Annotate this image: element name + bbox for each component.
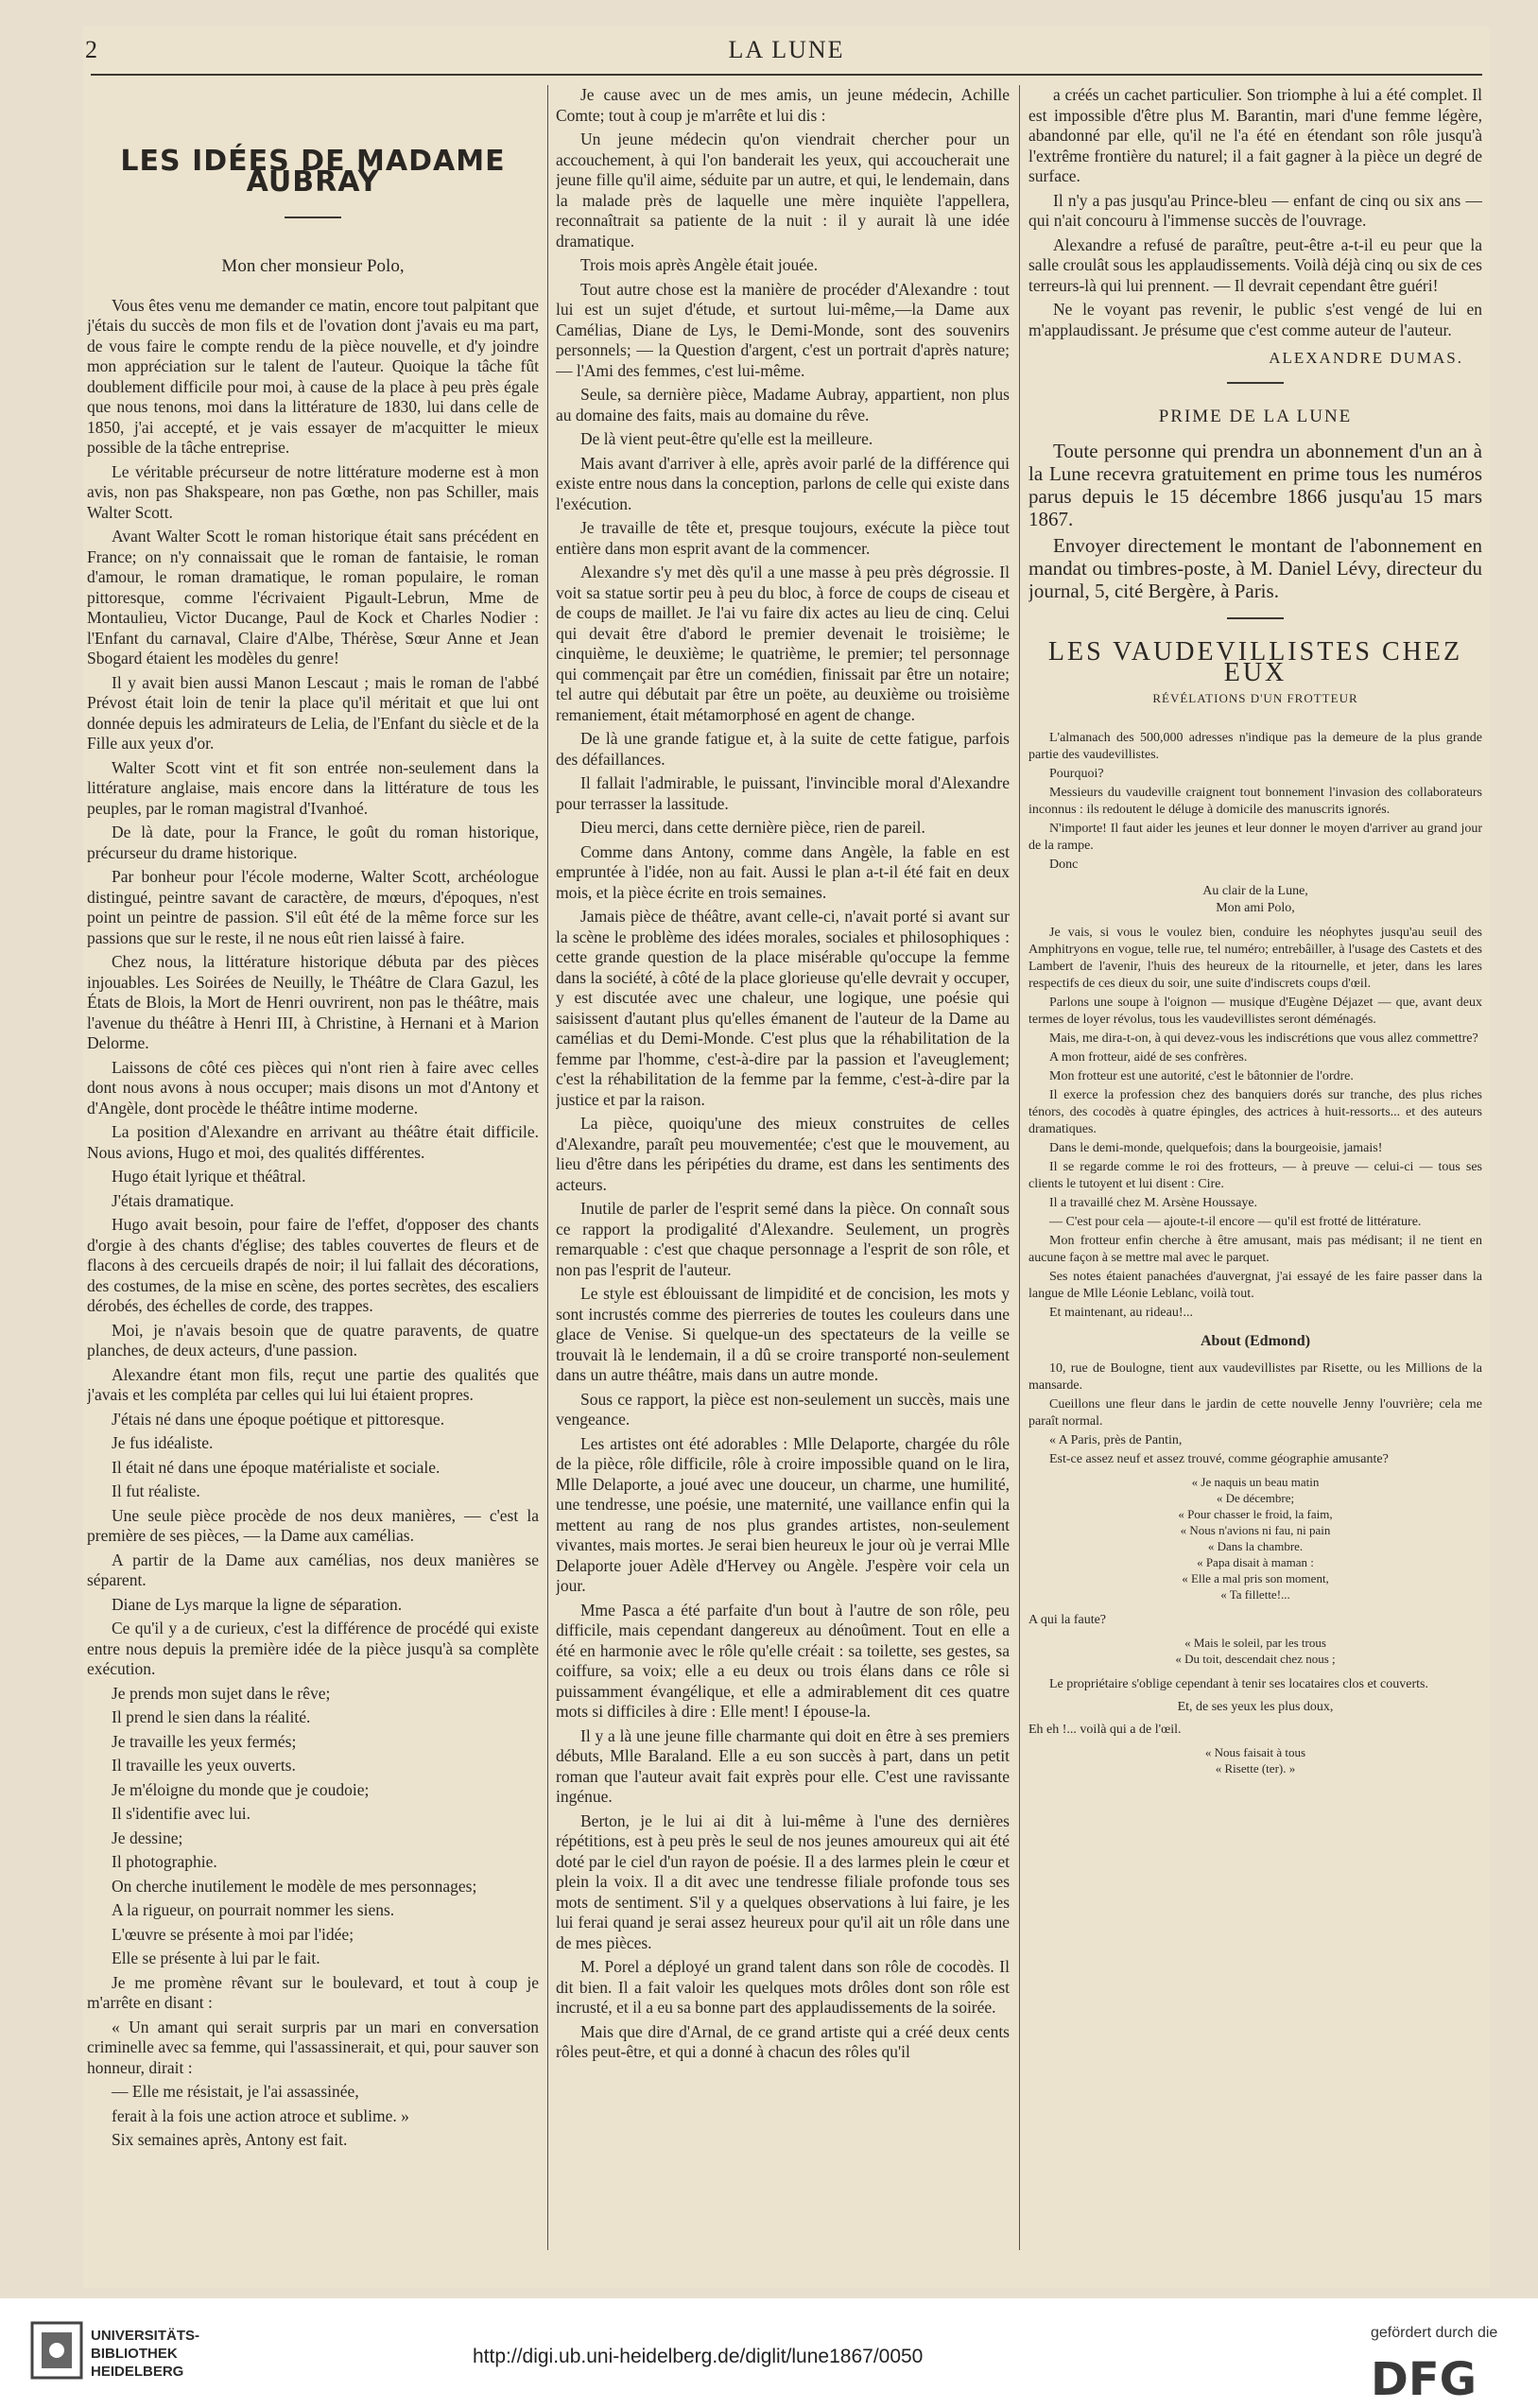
letter-paragraph: Mon frotteur enfin cherche à être amusant, mais pas médisant; il ne tient en aucune façon à se mettre mal avec le parquet. — [1028, 1233, 1482, 1265]
journal-title: LA LUNE — [728, 36, 845, 63]
paragraph: A partir de la Dame aux camélias, nos deux manières se séparent. — [87, 1550, 539, 1589]
poem-line: « Je naquis un beau matin — [1191, 1475, 1320, 1489]
paragraph-after: Le propriétaire s'oblige cependant à tenir ses locataires clos et couverts. — [1049, 1677, 1428, 1691]
column-divider-2 — [1019, 85, 1020, 2250]
poem-line: « Du toit, descendait chez nous ; — [1175, 1652, 1336, 1666]
about-paragraph: Est-ce assez neuf et assez trouvé, comme géographie amusante? — [1049, 1452, 1389, 1466]
funded-by-label: gefördert durch die — [1371, 2325, 1498, 2341]
paragraph: Hugo avait besoin, pour faire de l'effet, d'opposer des chants d'orgie à des chants d'église; des tables couvertes de fleurs et de flacons à des cercueils drapés de noir; il lui fallait des décorations, des costumes, de la mise en scène, des portes secrètes, des escaliers dérobés, des échelles de corde, des trappes. — [87, 1215, 539, 1315]
signature: ALEXANDRE DUMAS. — [1269, 349, 1463, 367]
university-label-line-1: UNIVERSITÄTS- — [91, 2328, 200, 2344]
poem-3 — [1028, 1744, 1482, 1776]
paragraph: Par bonheur pour l'école moderne, Walter Scott, archéologue distingué, peintre savant de caractère, de mœurs, d'époques, n'est point un peintre de passion. S'il eût été de la même force sur les passions que sur le reste, il ne nous eût rien laissé à faire. — [87, 867, 539, 947]
paragraph: J'étais dramatique. — [112, 1190, 234, 1210]
letter-header — [1028, 883, 1482, 917]
intro-paragraph: Donc — [1049, 857, 1079, 872]
university-label-line-2: BIBLIOTHEK — [91, 2346, 178, 2362]
paragraph: Mais avant d'arriver à elle, après avoir parlé de la différence qui existe entre nous dans la conception, parlons de celle qui existe dans l'exécution. — [556, 453, 1010, 513]
paragraph: Laissons de côté ces pièces qui n'ont rien à faire avec celles dont nous avons à nous occuper; mais disons un mot d'Antony et d'Angèle, dont procède le théâtre intime moderne. — [87, 1057, 539, 1117]
poem-line: « Nous n'avions ni fau, ni pain — [1180, 1523, 1331, 1537]
paragraph: Je dessine; — [112, 1828, 183, 1847]
salutation: Mon cher monsieur Polo, — [221, 256, 405, 276]
poem-line: « Elle a mal pris son moment, — [1182, 1571, 1329, 1585]
paragraph: Une seule pièce procède de nos deux manières, — c'est la première de ses pièces, — la Dame aux camélias. — [87, 1505, 539, 1545]
paragraph: Moi, je n'avais besoin que de quatre paravents, de quatre planches, de deux acteurs, d'une passion. — [87, 1320, 539, 1360]
paragraph: Il s'identifie avec lui. — [112, 1804, 251, 1823]
letter-paragraph: Dans le demi-monde, quelquefois; dans la bourgeoisie, jamais! — [1049, 1140, 1383, 1155]
article-title: LES IDÉES DE MADAME AUBRAY — [120, 145, 506, 199]
paragraph: Ne le voyant pas revenir, le public s'est vengé de lui en m'applaudissant. Je présume que c'est comme auteur de l'auteur. — [1028, 300, 1482, 339]
paragraph: Il photographie. — [112, 1852, 217, 1871]
vaudeville-intro — [1028, 730, 1482, 874]
paragraph: Vous êtes venu me demander ce matin, encore tout palpitant que j'étais du succès de mon fils et de l'ovation dont j'avais eu ma part, de vous faire le compte rendu de la pièce nouvelle, et d'y joindre mon appréciation sur le talent de l'auteur. Quoique la tâche fût doublement difficile pour moi, à cause de la place à peu près égale que nous tenons, moi dans la littérature de 1830, lui dans celle de 1850, j'ai accepté, et je vais essayer de m'acquitter le mieux possible de la tâche entreprise. — [87, 295, 539, 457]
paragraph: A la rigueur, on pourrait nommer les siens. — [112, 1900, 395, 1919]
paragraph: De là vient peut-être qu'elle est la meilleure. — [580, 429, 873, 448]
paragraph: De là date, pour la France, le goût du roman historique, précurseur du drame historique. — [87, 823, 539, 862]
paragraph: Il n'y a pas jusqu'au Prince-bleu — enfant de cinq ou six ans — qui n'ait concouru à l'immense succès de l'ouvrage. — [1028, 190, 1482, 230]
letter-paragraph: Et maintenant, au rideau!... — [1049, 1305, 1193, 1320]
paragraph: Les artistes ont été adorables : Mlle Delaporte, chargée du rôle de la pièce, rôle difficile, rôle à croire impossible quand on le lira, Mlle Delaporte, a joué avec une douceur, un charme, une humilité, une tendresse, une poésie, une maternité, une vaillance enfin qui la mettent au rang de nos plus grandes artistes, non-seulement vivantes, mais mortes. Je serai bien heureux le jour où je verrai Mlle Delaporte jouer Adèle d'Hervey ou Angèle. J'espère voir cela un jour. — [556, 1433, 1010, 1595]
paragraph: Il était né dans une époque matérialiste et sociale. — [112, 1457, 441, 1477]
paragraph: Six semaines après, Antony est fait. — [112, 2130, 348, 2149]
paragraph: Il travaille les yeux ouverts. — [112, 1756, 296, 1775]
paragraph: Walter Scott vint et fit son entrée non-seulement dans la littérature anglaise, mais encore dans la littérature de tous les peuples, par le roman magistral d'Ivanhoé. — [87, 757, 539, 818]
prime-body — [1028, 440, 1482, 602]
letter-paragraph: Mais, me dira-t-on, à qui devez-vous les indiscrétions que vous allez commettre? — [1049, 1031, 1478, 1046]
paragraph: Tout autre chose est la manière de procéder d'Alexandre : tout lui est un sujet d'étude, et surtout lui-même,—la Dame aux Camélias, Diane de Lys, le Demi-Monde, sont des souvenirs personnels; — la Question d'argent, c'est un portrait d'après nature; — l'Ami des femmes, c'est lui-même. — [556, 279, 1010, 380]
prime-title: PRIME DE LA LUNE — [1158, 406, 1353, 426]
poem-line: « Mais le soleil, par les trous — [1184, 1636, 1326, 1650]
question-line: A qui la faute? — [1028, 1613, 1107, 1627]
paragraph: Comme dans Antony, comme dans Angèle, la fable en est empruntée à l'idée, non au fait. Aussi le plan a-t-il été fait en deux mois, et la pièce écrite en trois semaines. — [556, 841, 1010, 902]
verse-line-2: Eh eh !... voilà qui a de l'œil. — [1028, 1723, 1182, 1737]
letter-header-line: Mon ami Polo, — [1216, 900, 1295, 915]
paragraph: M. Porel a déployé un grand talent dans son rôle de cocodès. Il dit bien. Il a fait valoir les quelques mots drôles dont son rôle est incrusté, et il a eu sa bonne part des applaudissements de la soirée. — [556, 1957, 1010, 2017]
section-rule — [1227, 382, 1284, 384]
paragraph: Il y avait bien aussi Manon Lescaut ; mais le roman de l'abbé Prévost était loin de tenir la place qu'il méritait et que lui ont donnée depuis les admirateurs de Lelia, de l'Enfant du siècle et de la Fille aux yeux d'or. — [87, 672, 539, 753]
paragraph: Je prends mon sujet dans le rêve; — [112, 1683, 331, 1703]
about-paragraph: 10, rue de Boulogne, tient aux vaudevillistes par Risette, ou les Millions de la mansarde. — [1028, 1361, 1482, 1393]
paragraph: Je m'éloigne du monde que je coudoie; — [112, 1779, 370, 1799]
poem-line: « Risette (ter). » — [1215, 1761, 1296, 1776]
poem-line: « Dans la chambre. — [1207, 1539, 1304, 1553]
paragraph: Il prend le sien dans la réalité. — [112, 1707, 311, 1726]
poem-2 — [1028, 1635, 1482, 1667]
vaudeville-letter — [1028, 925, 1482, 1322]
paragraph: Chez nous, la littérature historique débuta par des pièces injouables. Les Soirées de Neuilly, le Théâtre de Clara Gazul, les États de Blois, la Mort de Henri ouvrirent, non pas le théâtre, mais l'avenue du théâtre à Henri III, à Christine, à Hernani et à Marion Delorme. — [87, 952, 539, 1052]
paragraph: Un jeune médecin qu'on viendrait chercher pour un accouchement, à qui l'on banderait les yeux, qui accoucherait une jeune fille qu'il aime, séduite par un autre, et qui, le lendemain, dans la malade près de laquelle une mère inquiète l'appellera, reconnaîtrait sa patiente de la nuit : il y aurait là une idée dramatique. — [556, 130, 1010, 251]
paragraph: Mais que dire d'Arnal, de ce grand artiste qui a créé deux cents rôles peut-être, et qui a donné à chacun des rôles qu'il — [556, 2021, 1010, 2061]
letter-paragraph: Parlons une soupe à l'oignon — musique d'Eugène Déjazet — que, avant deux termes de loyer révolus, tous les vaudevillistes seront déménagés. — [1028, 995, 1482, 1027]
title-rule — [285, 217, 341, 218]
paragraph: Mme Pasca a été parfaite d'un bout à l'autre de son rôle, peu difficile, mais cependant dangereux au dénoûment. Tout en elle a été en harmonie avec le rôle qu'elle créait : sa toilette, ses gestes, sa coiffure, sa voix; elle a eu deux ou trois élans dans ce rôle si puissamment évangélique, et elle a admirablement dit ces quatre mots si difficiles à dire : Elle ment! I épouse-la. — [556, 1600, 1010, 1721]
paragraph: Avant Walter Scott le roman historique était sans précédent en France; on n'y connaissait que le roman de fantaisie, le roman d'amour, le roman dramatique, le roman populaire, le roman pittoresque, comme l'écrivaient Pigault-Lebrun, Mme de Montaulieu, Victor Ducange, Paul de Kock et Charles Nodier : l'Enfant du carnaval, Claire d'Albe, Thérèse, Sœur Anne et Jean Sbogard étaient les modèles du genre! — [87, 527, 539, 667]
paragraph: Ce qu'il y a de curieux, c'est la différence de procédé qui existe entre nous depuis la première idée de la pièce jusqu'à sa complète exécution. — [87, 1619, 539, 1678]
column-2 — [556, 85, 1010, 2288]
column-3-body — [1028, 85, 1482, 340]
about-body — [1028, 1360, 1482, 1468]
paragraph: Seule, sa dernière pièce, Madame Aubray, appartient, non plus au domaine des faits, mais au domaine du rêve. — [556, 385, 1010, 424]
vaudeville-subtitle: RÉVÉLATIONS D'UN FROTTEUR — [1152, 691, 1358, 705]
letter-paragraph: Je vais, si vous le voulez bien, conduire les néophytes jusqu'au seuil des Amphitryons en vogue, telle rue, tel numéro; entrebâiller, à l'usage des Castets et des Lambert de l'avenir, l'huis des heureux de la ritournelle, et jeter, dans les lares respectifs de ces dieux du soir, une suite d'indiscrets coups d'œil. — [1028, 925, 1482, 991]
paragraph: Inutile de parler de l'esprit semé dans la pièce. On connaît sous ce rapport la prodigalité d'Alexandre. Seulement, un progrès remarquable : c'est que chaque personnage a l'esprit de son rôle, et non pas l'esprit de l'auteur. — [556, 1199, 1010, 1279]
poem-line: « Ta fillette!... — [1220, 1587, 1290, 1602]
poem-line: « Papa disait à maman : — [1197, 1555, 1314, 1569]
paragraph: Je me promène rêvant sur le boulevard, et tout à coup je m'arrête en disant : — [87, 1972, 539, 2012]
poem-line: « De décembre; — [1216, 1491, 1295, 1505]
footer-bar — [0, 2298, 1538, 2408]
verse-line-1: Et, de ses yeux les plus doux, — [1177, 1700, 1334, 1714]
paragraph: On cherche inutilement le modèle de mes personnages; — [112, 1876, 477, 1896]
paragraph: J'étais né dans une époque poétique et pittoresque. — [112, 1409, 445, 1429]
about-paragraph: « A Paris, près de Pantin, — [1049, 1433, 1183, 1447]
column-divider-1 — [547, 85, 548, 2250]
paragraph: Berton, je le lui ai dit à lui-même à l'une des dernières répétitions, est à peu près le seul de nos jeunes amoureux qui ait été doté par le ciel d'un rayon de poésie. Il a des larmes plein le cœur et plein la voix. Il a dit avec une tendresse filiale profonde tous ses mots de sentiment. S'il y a quelques observations à lui faire, je les lui ferai quand je serai assez heureux pour qu'il ait un rôle dans une de mes pièces. — [556, 1810, 1010, 1952]
paragraph: L'œuvre se présente à moi par l'idée; — [112, 1924, 354, 1944]
paragraph: Trois mois après Angèle était jouée. — [580, 255, 819, 274]
letter-paragraph: Il a travaillé chez M. Arsène Houssaye. — [1049, 1195, 1258, 1210]
paragraph: Jamais pièce de théâtre, avant celle-ci, n'avait porté si avant sur la scène le problème des idées morales, sociales et philosophiques : cette grande question de la place misérable qu'occupe la femme dans la société, à côté de la place glorieuse qu'elle devrait y occuper, y est discutée avec une chaleur, une logique, une poésie qui saisissent d'autant plus qu'elles émanent de l'auteur de la Dame au camélias et du Demi-Monde. C'est plus que la réhabilitation de la femme par l'homme, c'est-à-dire par la passion et l'aveuglement; c'est la réhabilitation de la femme par la femme, c'est-à-dire par la justice et par la raison. — [556, 907, 1010, 1109]
section-rule-2 — [1227, 617, 1284, 619]
paragraph: Sous ce rapport, la pièce est non-seulement un succès, mais une vengeance. — [556, 1389, 1010, 1429]
paragraph: Hugo était lyrique et théâtral. — [112, 1167, 306, 1186]
paragraph: Il fallait l'admirable, le puissant, l'invincible moral d'Alexandre pour terrasser la lassitude. — [556, 773, 1010, 813]
paragraph: Le véritable précurseur de notre littérature moderne est à mon avis, non pas Shakspeare, non pas Gœthe, non pas Schiller, mais Walter Scott. — [87, 461, 539, 522]
paragraph: Il y a là une jeune fille charmante qui doit en être à ses premiers débuts, Mlle Baraland. Elle a eu son succès à part, dans un petit roman que l'auteur avait fait exprès pour elle. C'est une ravissante ingénue. — [556, 1725, 1010, 1806]
intro-paragraph: L'almanach des 500,000 adresses n'indique pas la demeure de la plus grande partie des vaudevillistes. — [1028, 730, 1482, 762]
paragraph: a créés un cachet particulier. Son triomphe à lui a été complet. Il est impossible d'être plus M. Barantin, mari d'une femme légère, abandonné par elle, qu'il ne l'a été en étendant son rôle jusqu'à l'extrême frontière du naturel; il a fait gagner à la pièce un degré de surface. — [1028, 85, 1482, 185]
university-seal-icon — [28, 2319, 85, 2382]
dfg-logo-icon — [1371, 2355, 1512, 2399]
intro-paragraph: N'importe! Il faut aider les jeunes et leur donner le moyen d'arriver au grand jour de la rampe. — [1028, 821, 1482, 853]
column-1-body — [87, 296, 539, 2151]
paragraph: Elle se présente à lui par le fait. — [112, 1949, 320, 1967]
paragraph: Alexandre a refusé de paraître, peut-être a-t-il eu peur que la salle croulât sous les applaudissements. Voilà déjà cinq ou six de ces terreurs-là qui lui prennent. — Il devrait cependant être guéri! — [1028, 234, 1482, 295]
letter-paragraph: Il exerce la profession chez des banquiers dorés sur tranche, des plus riches ténors, des cocodès à quatre épingles, des actrices à huit-ressorts... et des auteurs dramatiques. — [1028, 1087, 1482, 1136]
university-label — [91, 2327, 199, 2381]
header-rule — [91, 74, 1482, 76]
about-paragraph: Cueillons une fleur dans le jardin de cette nouvelle Jenny l'ouvrière; cela me paraît normal. — [1028, 1397, 1482, 1429]
paragraph: Je travaille de tête et, presque toujours, exécute la pièce tout entière dans mon esprit avant de la commencer. — [556, 518, 1010, 558]
paragraph: Alexandre s'y met dès qu'il a une masse à peu près dégrossie. Il voit sa statue sortir peu à peu du bloc, à force de coups de ciseau et de coups de maillet. Je l'ai vu faire dix actes au lieu de cinq. Celui qui devait être d'abord le premier devenait le troisième; le cinquième, le deuxième; le quatrième, le premier; tel personnage qui commençait par être un comédien, finissait par être un notaire; tel autre qui débutait par être un poëte, au deuxième ou troisième remaniement, était métamorphosé en agent de change. — [556, 563, 1010, 724]
poem-line: « Pour chasser le froid, la faim, — [1178, 1507, 1333, 1521]
paragraph: Il fut réaliste. — [112, 1481, 200, 1500]
paragraph: « Un amant qui serait surpris par un mari en conversation criminelle avec sa femme, qui l'assassinerait, et qui, pour sauver son honneur, dirait : — [87, 2017, 539, 2077]
poem-line: « Nous faisait à tous — [1204, 1745, 1306, 1759]
paragraph: Dieu merci, dans cette dernière pièce, rien de pareil. — [580, 818, 925, 837]
letter-header-line: Au clair de la Lune, — [1202, 883, 1308, 898]
poem-1 — [1028, 1474, 1482, 1602]
column-3 — [1028, 85, 1482, 2288]
paragraph: De là une grande fatigue et, à la suite de cette fatigue, parfois des défaillances. — [556, 729, 1010, 769]
page-number: 2 — [85, 36, 99, 63]
paragraph: Je travaille les yeux fermés; — [112, 1731, 297, 1751]
paragraph: Diane de Lys marque la ligne de séparation. — [112, 1594, 403, 1614]
letter-paragraph: Il se regarde comme le roi des frotteurs, — à preuve — celui-ci — tous ses clients le tutoyent et lui disent : Cire. — [1028, 1159, 1482, 1191]
vaudeville-title: LES VAUDEVILLISTES CHEZ EUX — [1047, 637, 1463, 687]
prime-paragraph: Toute personne qui prendra un abonnement d'un an à la Lune recevra gratuitement en prime tous les numéros parus depuis le 15 décembre 1866 jusqu'au 15 mars 1867. — [1028, 440, 1482, 530]
paragraph: La pièce, quoiqu'une des mieux construites de celles d'Alexandre, paraît peu mouvementée; c'est que le mouvement, au lieu d'être dans les péripéties du drame, est dans les sentiments des acteurs. — [556, 1114, 1010, 1194]
about-heading: About (Edmond) — [1200, 1332, 1311, 1349]
source-url-link[interactable]: http://digi.ub.uni-heidelberg.de/diglit/lune1867/0050 — [473, 2346, 924, 2367]
paragraph: Je cause avec un de mes amis, un jeune médecin, Achille Comte; tout à coup je m'arrête et lui dis : — [556, 85, 1010, 125]
prime-paragraph: Envoyer directement le montant de l'abonnement en mandat ou timbres-poste, à M. Daniel Lévy, directeur du journal, 5, cité Bergère, à Paris. — [1028, 534, 1482, 602]
column-2-body — [556, 85, 1010, 2063]
university-label-line-3: HEIDELBERG — [91, 2364, 184, 2380]
letter-paragraph: Ses notes étaient panachées d'auvergnat, j'ai essayé de les faire passer dans la langue de Mlle Léonie Leblanc, voilà tout. — [1028, 1269, 1482, 1301]
newspaper-page — [83, 26, 1490, 2288]
column-1 — [87, 85, 539, 2288]
letter-paragraph: A mon frotteur, aidé de ses confrères. — [1049, 1049, 1248, 1065]
paragraph: — Elle me résistait, je l'ai assassinée, — [112, 2082, 359, 2101]
paragraph: ferait à la fois une action atroce et sublime. » — [112, 2105, 409, 2125]
paragraph: Alexandre étant mon fils, reçut une partie des qualités que j'avais et les compléta par celles qui lui lui étaient propres. — [87, 1364, 539, 1404]
intro-paragraph: Messieurs du vaudeville craignent tout bonnement l'invasion des collaborateurs inconnus : ils redoutent le déluge à domicile des manuscrits ignorés. — [1028, 785, 1482, 817]
letter-paragraph: Mon frotteur est une autorité, c'est le bâtonnier de l'ordre. — [1049, 1068, 1354, 1083]
intro-paragraph: Pourquoi? — [1049, 766, 1104, 781]
dfg-logo-text: DFG — [1371, 2355, 1478, 2399]
paragraph: Je fus idéaliste. — [112, 1433, 214, 1452]
paragraph: La position d'Alexandre en arrivant au théâtre était difficile. Nous avions, Hugo et moi, des qualités différentes. — [87, 1122, 539, 1162]
paragraph: Le style est éblouissant de limpidité et de concision, les mots y sont incrustés comme des pierreries de toutes les couleurs dans une glace de Venise. Si quelque-un des spectateurs de la veille se trouvait là le lendemain, il a dû se croire transporté non-seulement dans un autre théâtre, mais dans un autre monde. — [556, 1284, 1010, 1384]
letter-paragraph: — C'est pour cela — ajoute-t-il encore — qu'il est frotté de littérature. — [1049, 1214, 1422, 1229]
